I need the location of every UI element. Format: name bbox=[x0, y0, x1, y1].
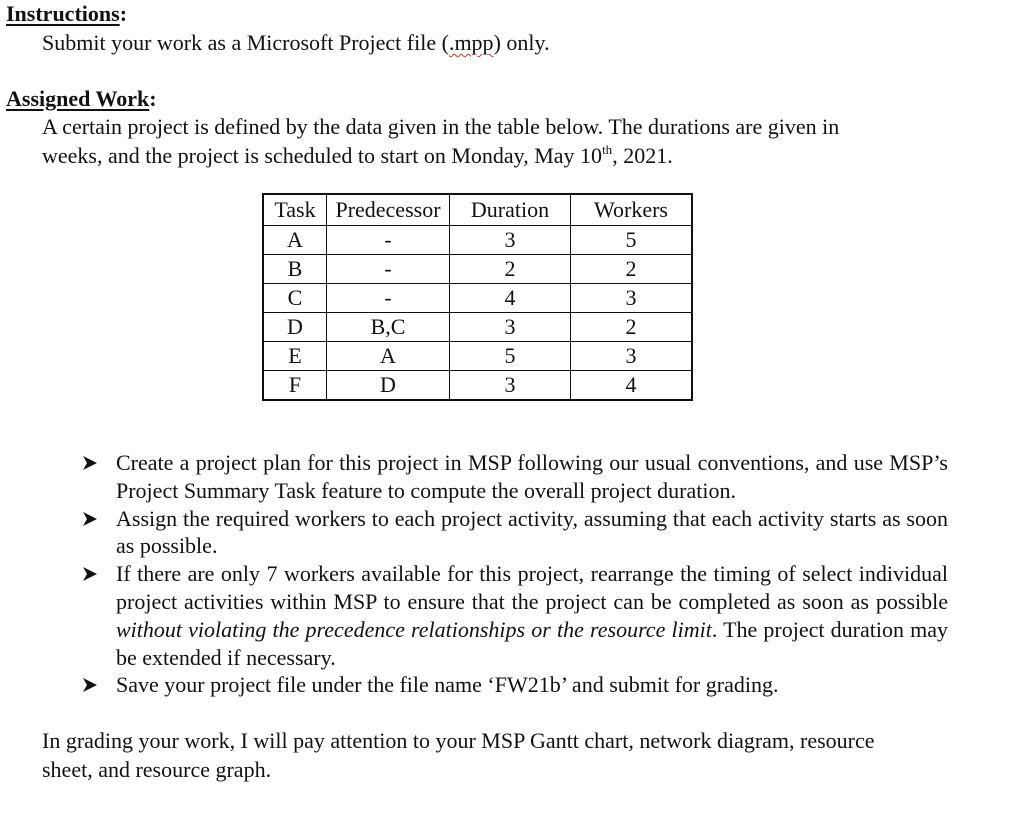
cell-duration: 3 bbox=[450, 313, 571, 342]
cell-workers: 3 bbox=[571, 342, 693, 371]
table-header-row bbox=[263, 194, 692, 226]
cell-workers: 3 bbox=[571, 284, 693, 313]
emphasis-text: without violating the precedence relationships or the resource limit bbox=[116, 616, 712, 642]
cell-duration: 3 bbox=[450, 226, 571, 255]
cell-predecessor: - bbox=[327, 226, 450, 255]
arrowhead-bullet-icon bbox=[82, 511, 98, 527]
file-extension: .mpp bbox=[448, 30, 494, 55]
table-row bbox=[263, 284, 692, 313]
table-row bbox=[263, 255, 692, 284]
cell-task: B bbox=[263, 255, 327, 284]
ordinal-suffix: th bbox=[602, 142, 613, 157]
list-item: If there are only 7 workers available for this project, rearrange the timing of select individual project activities within MSP to ensure that the project can be completed as soon as possible without violating the precedence relationships or the resource limit. The project duration may be extended if necessary. bbox=[80, 560, 948, 671]
cell-duration: 2 bbox=[450, 255, 571, 284]
cell-workers: 4 bbox=[571, 371, 693, 401]
table-row bbox=[263, 371, 692, 401]
arrowhead-bullet-icon bbox=[82, 677, 98, 693]
list-item: Save your project file under the file name ‘FW21b’ and submit for grading. bbox=[80, 671, 948, 699]
grading-line1: In grading your work, I will pay attention to your MSP Gantt chart, network diagram, resource bbox=[42, 728, 875, 753]
instructions-heading-text: Instructions bbox=[6, 1, 120, 26]
header-predecessor: Predecessor bbox=[327, 194, 450, 226]
list-item: Assign the required workers to each project activity, assuming that each activity starts as soon as possible. bbox=[80, 505, 948, 561]
header-task: Task bbox=[263, 194, 327, 226]
cell-task: F bbox=[263, 371, 327, 401]
table-row bbox=[263, 226, 692, 255]
arrowhead-bullet-icon bbox=[82, 455, 98, 471]
cell-task: E bbox=[263, 342, 327, 371]
table-row bbox=[263, 342, 692, 371]
cell-duration: 5 bbox=[450, 342, 571, 371]
assigned-intro-line2: weeks, and the project is scheduled to start on Monday, May 10th, 2021. bbox=[42, 142, 673, 168]
list-item: Create a project plan for this project in MSP following our usual conventions, and use MSP’s Project Summary Task feature to compute the overall project duration. bbox=[80, 449, 948, 505]
cell-predecessor: - bbox=[327, 255, 450, 284]
cell-task: A bbox=[263, 226, 327, 255]
task-table bbox=[262, 193, 693, 401]
cell-workers: 2 bbox=[571, 255, 693, 284]
cell-workers: 2 bbox=[571, 313, 693, 342]
cell-task: C bbox=[263, 284, 327, 313]
cell-duration: 3 bbox=[450, 371, 571, 401]
cell-workers: 5 bbox=[571, 226, 693, 255]
arrowhead-bullet-icon bbox=[82, 566, 98, 582]
cell-predecessor: D bbox=[327, 371, 450, 401]
assigned-intro-line1: A certain project is defined by the data given in the table below. The durations are given in bbox=[42, 114, 840, 139]
bullet-list bbox=[80, 449, 948, 699]
cell-task: D bbox=[263, 313, 327, 342]
cell-duration: 4 bbox=[450, 284, 571, 313]
header-workers: Workers bbox=[571, 194, 693, 226]
instructions-text: Submit your work as a Microsoft Project file (.mpp) only. bbox=[42, 30, 550, 55]
cell-predecessor: - bbox=[327, 284, 450, 313]
cell-predecessor: A bbox=[327, 342, 450, 371]
table-row bbox=[263, 313, 692, 342]
instructions-heading: Instructions: bbox=[6, 1, 128, 26]
grading-line2: sheet, and resource graph. bbox=[42, 757, 272, 782]
assigned-work-heading: Assigned Work: bbox=[6, 86, 157, 111]
cell-predecessor: B,C bbox=[327, 313, 450, 342]
header-duration: Duration bbox=[450, 194, 571, 226]
assigned-work-heading-text: Assigned Work bbox=[6, 86, 150, 111]
